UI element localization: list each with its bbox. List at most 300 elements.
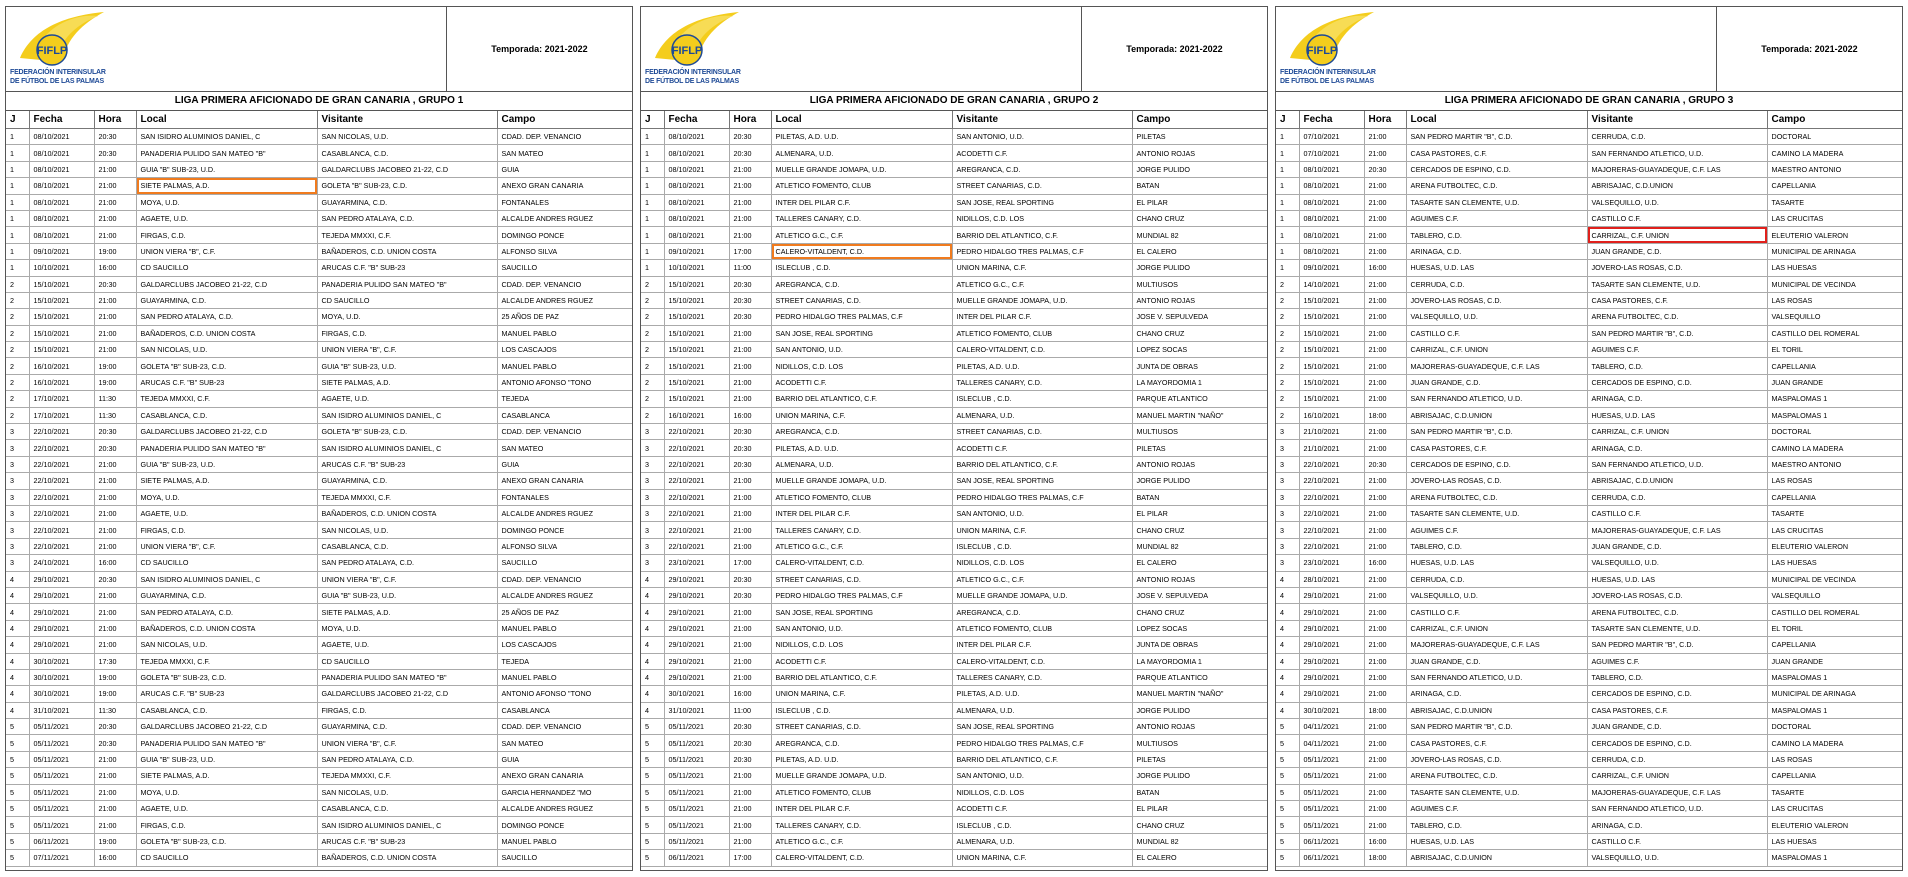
cell-campo: ANTONIO ROJAS — [1132, 145, 1268, 161]
cell-jornada: 2 — [6, 292, 29, 308]
cell-hora: 20:30 — [1364, 161, 1406, 177]
cell-jornada: 2 — [6, 276, 29, 292]
cell-jornada: 1 — [6, 145, 29, 161]
table-row — [6, 129, 633, 145]
cell-hora: 21:00 — [729, 391, 771, 407]
table-row — [1276, 227, 1903, 243]
cell-visitante: ATLETICO FOMENTO, CLUB — [952, 325, 1132, 341]
cell-jornada: 5 — [1276, 817, 1299, 833]
cell-campo: MUNICIPAL DE VECINDA — [1767, 571, 1903, 587]
cell-fecha: 10/10/2021 — [29, 260, 94, 276]
cell-hora: 21:00 — [1364, 325, 1406, 341]
cell-local: CARRIZAL, C.F. UNION — [1406, 342, 1587, 358]
cell-jornada: 5 — [6, 719, 29, 735]
cell-visitante: PANADERIA PULIDO SAN MATEO "B" — [317, 276, 497, 292]
cell-campo: GUIA — [497, 161, 633, 177]
cell-jornada: 4 — [6, 669, 29, 685]
cell-hora: 19:00 — [94, 686, 136, 702]
cell-local: AGUIMES C.F. — [1406, 522, 1587, 538]
cell-visitante: HUESAS, U.D. LAS — [1587, 407, 1767, 423]
cell-hora: 21:00 — [94, 522, 136, 538]
cell-campo: DOCTORAL — [1767, 424, 1903, 440]
cell-visitante: SIETE PALMAS, A.D. — [317, 374, 497, 390]
cell-jornada: 4 — [6, 571, 29, 587]
cell-jornada: 2 — [1276, 309, 1299, 325]
cell-campo: SAUCILLO — [497, 850, 633, 866]
cell-local: MAJORERAS-GUAYADEQUE, C.F. LAS — [1406, 358, 1587, 374]
cell-fecha: 15/10/2021 — [29, 325, 94, 341]
cell-fecha: 08/10/2021 — [664, 129, 729, 145]
cell-local: PEDRO HIDALGO TRES PALMAS, C.F — [771, 309, 952, 325]
table-row — [6, 456, 633, 472]
cell-fecha: 05/11/2021 — [1299, 751, 1364, 767]
cell-local: FIRGAS, C.D. — [136, 522, 317, 538]
cell-visitante: SAN ANTONIO, U.D. — [952, 129, 1132, 145]
cell-fecha: 06/11/2021 — [1299, 850, 1364, 866]
cell-local: SAN PEDRO ATALAYA, C.D. — [136, 309, 317, 325]
cell-fecha: 29/10/2021 — [664, 653, 729, 669]
cell-campo: CDAD. DEP. VENANCIO — [497, 129, 633, 145]
cell-campo: DOMINGO PONCE — [497, 817, 633, 833]
cell-visitante: GUIA "B" SUB-23, U.D. — [317, 587, 497, 603]
cell-fecha: 30/10/2021 — [29, 653, 94, 669]
cell-fecha: 15/10/2021 — [664, 374, 729, 390]
cell-campo: JORGE PULIDO — [1132, 473, 1268, 489]
season-label: Temporada: 2021-2022 — [1126, 44, 1223, 54]
cell-local: AGUIMES C.F. — [1406, 210, 1587, 226]
cell-hora: 21:00 — [1364, 817, 1406, 833]
cell-hora: 21:00 — [1364, 178, 1406, 194]
cell-hora: 20:30 — [729, 571, 771, 587]
cell-jornada: 3 — [641, 538, 664, 554]
table-row — [6, 424, 633, 440]
cell-campo: MASPALOMAS 1 — [1767, 850, 1903, 866]
cell-local: ABRISAJAC, C.D.UNION — [1406, 702, 1587, 718]
cell-local: AGUIMES C.F. — [1406, 801, 1587, 817]
table-row — [641, 276, 1268, 292]
cell-campo: PILETAS — [1132, 440, 1268, 456]
cell-local: PEDRO HIDALGO TRES PALMAS, C.F — [771, 587, 952, 603]
cell-local: MOYA, U.D. — [136, 784, 317, 800]
cell-hora: 21:00 — [94, 342, 136, 358]
cell-hora: 21:00 — [1364, 309, 1406, 325]
cell-fecha: 22/10/2021 — [1299, 489, 1364, 505]
cell-fecha: 06/11/2021 — [29, 833, 94, 849]
cell-campo: JOSE V. SEPULVEDA — [1132, 587, 1268, 603]
cell-fecha: 09/10/2021 — [29, 243, 94, 259]
table-row — [6, 243, 633, 259]
cell-fecha: 22/10/2021 — [1299, 522, 1364, 538]
cell-campo: MANUEL PABLO — [497, 620, 633, 636]
cell-local: SAN ANTONIO, U.D. — [771, 620, 952, 636]
cell-hora: 21:00 — [1364, 686, 1406, 702]
table-row — [641, 817, 1268, 833]
cell-local: ATLETICO FOMENTO, CLUB — [771, 784, 952, 800]
table-row — [6, 407, 633, 423]
cell-jornada: 5 — [1276, 833, 1299, 849]
cell-visitante: CASABLANCA, C.D. — [317, 145, 497, 161]
cell-campo: CAPELLANIA — [1767, 768, 1903, 784]
table-row — [641, 456, 1268, 472]
cell-campo: MANUEL MARTIN "NAÑO" — [1132, 407, 1268, 423]
cell-fecha: 08/10/2021 — [664, 194, 729, 210]
cell-fecha: 10/10/2021 — [664, 260, 729, 276]
cell-fecha: 08/10/2021 — [664, 227, 729, 243]
cell-local: INTER DEL PILAR C.F. — [771, 194, 952, 210]
cell-visitante: STREET CANARIAS, C.D. — [952, 424, 1132, 440]
cell-jornada: 3 — [6, 538, 29, 554]
cell-visitante: CALERO-VITALDENT, C.D. — [952, 342, 1132, 358]
table-row — [1276, 325, 1903, 341]
cell-campo: EL TORIL — [1767, 620, 1903, 636]
cell-fecha: 08/10/2021 — [1299, 243, 1364, 259]
table-row — [641, 768, 1268, 784]
cell-hora: 21:00 — [1364, 768, 1406, 784]
cell-campo: EL PILAR — [1132, 801, 1268, 817]
cell-jornada: 3 — [1276, 489, 1299, 505]
cell-campo: MUNICIPAL DE ARINAGA — [1767, 686, 1903, 702]
cell-campo: LA MAYORDOMIA 1 — [1132, 653, 1268, 669]
cell-visitante: SAN ANTONIO, U.D. — [952, 768, 1132, 784]
cell-local: GALDARCLUBS JACOBEO 21-22, C.D — [136, 424, 317, 440]
cell-hora: 21:00 — [729, 538, 771, 554]
cell-jornada: 4 — [6, 620, 29, 636]
cell-jornada: 5 — [6, 801, 29, 817]
cell-jornada: 2 — [1276, 407, 1299, 423]
cell-fecha: 08/10/2021 — [29, 194, 94, 210]
cell-hora: 21:00 — [94, 538, 136, 554]
league-title: LIGA PRIMERA AFICIONADO DE GRAN CANARIA , GRUPO 1 — [6, 92, 632, 111]
table-row — [641, 669, 1268, 685]
cell-local: FIRGAS, C.D. — [136, 817, 317, 833]
table-row — [1276, 751, 1903, 767]
cell-local: INTER DEL PILAR C.F. — [771, 801, 952, 817]
cell-local: MAJORERAS-GUAYADEQUE, C.F. LAS — [1406, 637, 1587, 653]
table-row — [6, 702, 633, 718]
cell-fecha: 22/10/2021 — [29, 456, 94, 472]
cell-campo: TASARTE — [1767, 194, 1903, 210]
cell-hora: 20:30 — [94, 719, 136, 735]
cell-campo: PILETAS — [1132, 129, 1268, 145]
cell-hora: 20:30 — [729, 456, 771, 472]
table-row — [1276, 145, 1903, 161]
cell-jornada: 1 — [6, 260, 29, 276]
cell-local: AGAETE, U.D. — [136, 505, 317, 521]
cell-campo: GARCIA HERNANDEZ "MO — [497, 784, 633, 800]
cell-visitante: GUIA "B" SUB-23, U.D. — [317, 358, 497, 374]
cell-visitante: ACODETTI C.F. — [952, 145, 1132, 161]
cell-campo: TEJEDA — [497, 653, 633, 669]
cell-jornada: 5 — [1276, 751, 1299, 767]
cell-hora: 21:00 — [94, 817, 136, 833]
table-row — [1276, 604, 1903, 620]
table-row — [1276, 194, 1903, 210]
cell-hora: 21:00 — [1364, 391, 1406, 407]
cell-campo: MULTIUSOS — [1132, 276, 1268, 292]
cell-jornada: 5 — [641, 719, 664, 735]
table-row — [1276, 555, 1903, 571]
table-row — [6, 587, 633, 603]
cell-local: GUIA "B" SUB-23, U.D. — [136, 751, 317, 767]
cell-jornada: 3 — [641, 555, 664, 571]
cell-hora: 20:30 — [94, 571, 136, 587]
cell-jornada: 4 — [641, 637, 664, 653]
cell-hora: 21:00 — [729, 473, 771, 489]
table-row — [1276, 440, 1903, 456]
cell-fecha: 05/11/2021 — [29, 751, 94, 767]
cell-campo: ALCALDE ANDRES RGUEZ — [497, 587, 633, 603]
cell-local: MOYA, U.D. — [136, 194, 317, 210]
cell-jornada: 3 — [1276, 505, 1299, 521]
cell-campo: 25 AÑOS DE PAZ — [497, 604, 633, 620]
cell-visitante: MOYA, U.D. — [317, 620, 497, 636]
cell-local: JUAN GRANDE, C.D. — [1406, 653, 1587, 669]
cell-hora: 20:30 — [729, 735, 771, 751]
cell-hora: 21:00 — [729, 505, 771, 521]
cell-jornada: 3 — [641, 456, 664, 472]
cell-local: ACODETTI C.F. — [771, 374, 952, 390]
fixtures-table — [1276, 111, 1903, 867]
cell-local: CASTILLO C.F. — [1406, 604, 1587, 620]
cell-campo: MUNDIAL 82 — [1132, 833, 1268, 849]
cell-fecha: 05/11/2021 — [29, 768, 94, 784]
cell-hora: 21:00 — [1364, 424, 1406, 440]
cell-fecha: 22/10/2021 — [29, 440, 94, 456]
cell-fecha: 29/10/2021 — [1299, 653, 1364, 669]
table-row — [1276, 587, 1903, 603]
table-row — [641, 178, 1268, 194]
cell-hora: 21:00 — [1364, 604, 1406, 620]
cell-fecha: 29/10/2021 — [664, 637, 729, 653]
table-row — [6, 505, 633, 521]
table-row — [6, 801, 633, 817]
cell-hora: 21:00 — [94, 227, 136, 243]
cell-hora: 17:00 — [729, 243, 771, 259]
cell-local: SAN PEDRO MARTIR "B", C.D. — [1406, 424, 1587, 440]
cell-fecha: 05/11/2021 — [1299, 784, 1364, 800]
cell-campo: ALCALDE ANDRES RGUEZ — [497, 292, 633, 308]
cell-fecha: 05/11/2021 — [29, 719, 94, 735]
cell-campo: VALSEQUILLO — [1767, 309, 1903, 325]
cell-local: FIRGAS, C.D. — [136, 227, 317, 243]
cell-fecha: 05/11/2021 — [1299, 768, 1364, 784]
table-row — [6, 210, 633, 226]
cell-fecha: 29/10/2021 — [664, 604, 729, 620]
cell-fecha: 22/10/2021 — [29, 489, 94, 505]
cell-jornada: 3 — [6, 456, 29, 472]
cell-fecha: 29/10/2021 — [1299, 587, 1364, 603]
cell-visitante: CASTILLO C.F. — [1587, 505, 1767, 521]
cell-visitante: BARRIO DEL ATLANTICO, C.F. — [952, 751, 1132, 767]
cell-visitante: ABRISAJAC, C.D.UNION — [1587, 473, 1767, 489]
table-row — [6, 850, 633, 866]
cell-local: NIDILLOS, C.D. LOS — [771, 358, 952, 374]
cell-hora: 18:00 — [1364, 702, 1406, 718]
cell-jornada: 5 — [6, 817, 29, 833]
cell-hora: 21:00 — [1364, 358, 1406, 374]
cell-local: MOYA, U.D. — [136, 489, 317, 505]
table-row — [1276, 817, 1903, 833]
cell-jornada: 1 — [641, 129, 664, 145]
cell-hora: 21:00 — [729, 178, 771, 194]
cell-visitante: ARUCAS C.F. "B" SUB-23 — [317, 456, 497, 472]
table-row — [6, 538, 633, 554]
cell-local: SAN FERNANDO ATLETICO, U.D. — [1406, 669, 1587, 685]
cell-hora: 11:00 — [729, 702, 771, 718]
cell-visitante: MAJORERAS-GUAYADEQUE, C.F. LAS — [1587, 784, 1767, 800]
cell-visitante: ARENA FUTBOLTEC, C.D. — [1587, 309, 1767, 325]
cell-hora: 21:00 — [729, 620, 771, 636]
cell-fecha: 15/10/2021 — [29, 342, 94, 358]
cell-hora: 21:00 — [729, 161, 771, 177]
table-row — [6, 440, 633, 456]
cell-fecha: 05/11/2021 — [664, 801, 729, 817]
cell-visitante: SAN ANTONIO, U.D. — [952, 505, 1132, 521]
cell-hora: 20:30 — [729, 145, 771, 161]
cell-local: INTER DEL PILAR C.F. — [771, 505, 952, 521]
cell-local: ATLETICO FOMENTO, CLUB — [771, 178, 952, 194]
table-row — [6, 309, 633, 325]
table-row — [6, 161, 633, 177]
cell-fecha: 15/10/2021 — [1299, 391, 1364, 407]
cell-visitante: UNION VIERA "B", C.F. — [317, 571, 497, 587]
cell-visitante: ATLETICO G.C., C.F. — [952, 571, 1132, 587]
cell-jornada: 1 — [641, 145, 664, 161]
table-row — [641, 784, 1268, 800]
cell-campo: SAUCILLO — [497, 260, 633, 276]
cell-visitante: SAN PEDRO ATALAYA, C.D. — [317, 751, 497, 767]
cell-jornada: 2 — [641, 374, 664, 390]
cell-local: TALLERES CANARY, C.D. — [771, 522, 952, 538]
cell-visitante: ALMENARA, U.D. — [952, 702, 1132, 718]
cell-hora: 21:00 — [94, 161, 136, 177]
svg-text:FIFLP: FIFLP — [1306, 45, 1338, 57]
cell-hora: 21:00 — [729, 768, 771, 784]
cell-jornada: 4 — [6, 653, 29, 669]
cell-campo: FONTANALES — [497, 194, 633, 210]
cell-campo: CDAD. DEP. VENANCIO — [497, 424, 633, 440]
column-header-jornada: J — [1276, 111, 1299, 129]
cell-fecha: 29/10/2021 — [664, 669, 729, 685]
table-row — [6, 374, 633, 390]
table-header-row — [1276, 111, 1903, 129]
cell-hora: 21:00 — [729, 833, 771, 849]
cell-visitante: TABLERO, C.D. — [1587, 358, 1767, 374]
table-row — [1276, 489, 1903, 505]
cell-fecha: 05/11/2021 — [664, 751, 729, 767]
cell-hora: 21:00 — [94, 801, 136, 817]
cell-campo: CASABLANCA — [497, 702, 633, 718]
cell-hora: 19:00 — [94, 358, 136, 374]
cell-campo: LAS ROSAS — [1767, 292, 1903, 308]
cell-campo: CHANO CRUZ — [1132, 604, 1268, 620]
cell-local: ALMENARA, U.D. — [771, 145, 952, 161]
cell-jornada: 2 — [1276, 342, 1299, 358]
table-row — [6, 194, 633, 210]
cell-campo: ANTONIO AFONSO "TONO — [497, 374, 633, 390]
table-row — [6, 260, 633, 276]
table-row — [641, 587, 1268, 603]
cell-local: ALMENARA, U.D. — [771, 456, 952, 472]
cell-fecha: 22/10/2021 — [29, 538, 94, 554]
cell-jornada: 1 — [6, 161, 29, 177]
cell-campo: CAMINO LA MADERA — [1767, 735, 1903, 751]
cell-visitante: CERCADOS DE ESPINO, C.D. — [1587, 735, 1767, 751]
cell-visitante: UNION MARINA, C.F. — [952, 522, 1132, 538]
cell-jornada: 4 — [6, 604, 29, 620]
cell-fecha: 08/10/2021 — [1299, 161, 1364, 177]
table-row — [1276, 342, 1903, 358]
cell-local: HUESAS, U.D. LAS — [1406, 260, 1587, 276]
cell-hora: 21:00 — [1364, 276, 1406, 292]
cell-visitante: JOVERO-LAS ROSAS, C.D. — [1587, 260, 1767, 276]
cell-visitante: CASA PASTORES, C.F. — [1587, 702, 1767, 718]
cell-jornada: 1 — [6, 210, 29, 226]
column-header-visitante: Visitante — [952, 111, 1132, 129]
cell-campo: JORGE PULIDO — [1132, 161, 1268, 177]
cell-jornada: 1 — [1276, 178, 1299, 194]
table-row — [1276, 391, 1903, 407]
cell-local: ABRISAJAC, C.D.UNION — [1406, 407, 1587, 423]
cell-fecha: 29/10/2021 — [1299, 686, 1364, 702]
cell-local: AREGRANCA, C.D. — [771, 276, 952, 292]
cell-jornada: 1 — [1276, 129, 1299, 145]
cell-local: PILETAS, A.D. U.D. — [771, 751, 952, 767]
cell-fecha: 05/11/2021 — [29, 784, 94, 800]
cell-hora: 20:30 — [729, 292, 771, 308]
column-header-local: Local — [136, 111, 317, 129]
cell-hora: 21:00 — [729, 669, 771, 685]
cell-fecha: 09/10/2021 — [1299, 260, 1364, 276]
cell-visitante: NIDILLOS, C.D. LOS — [952, 784, 1132, 800]
cell-visitante: PANADERIA PULIDO SAN MATEO "B" — [317, 669, 497, 685]
cell-local: PANADERIA PULIDO SAN MATEO "B" — [136, 735, 317, 751]
cell-hora: 21:00 — [94, 210, 136, 226]
cell-campo: MUNDIAL 82 — [1132, 227, 1268, 243]
cell-local: PANADERIA PULIDO SAN MATEO "B" — [136, 440, 317, 456]
table-row — [641, 358, 1268, 374]
cell-fecha: 05/11/2021 — [1299, 817, 1364, 833]
cell-fecha: 23/10/2021 — [1299, 555, 1364, 571]
cell-campo: LAS HUESAS — [1767, 833, 1903, 849]
cell-jornada: 2 — [641, 309, 664, 325]
cell-fecha: 15/10/2021 — [29, 292, 94, 308]
cell-visitante: CERRUDA, C.D. — [1587, 751, 1767, 767]
cell-local: ATLETICO G.C., C.F. — [771, 538, 952, 554]
cell-visitante: TEJEDA MMXXI, C.F. — [317, 227, 497, 243]
cell-campo: CAPELLANIA — [1767, 178, 1903, 194]
cell-visitante: JUAN GRANDE, C.D. — [1587, 243, 1767, 259]
column-header-fecha: Fecha — [1299, 111, 1364, 129]
cell-campo: EL PILAR — [1132, 505, 1268, 521]
table-row — [1276, 669, 1903, 685]
cell-hora: 21:00 — [729, 653, 771, 669]
cell-local: ARENA FUTBOLTEC, C.D. — [1406, 178, 1587, 194]
cell-local: CERRUDA, C.D. — [1406, 571, 1587, 587]
cell-local: SAN JOSE, REAL SPORTING — [771, 604, 952, 620]
table-row — [6, 358, 633, 374]
cell-campo: MULTIUSOS — [1132, 424, 1268, 440]
cell-local: GALDARCLUBS JACOBEO 21-22, C.D — [136, 276, 317, 292]
cell-campo: MASPALOMAS 1 — [1767, 702, 1903, 718]
cell-hora: 20:30 — [729, 440, 771, 456]
cell-visitante: ATLETICO G.C., C.F. — [952, 276, 1132, 292]
cell-jornada: 4 — [1276, 686, 1299, 702]
cell-local: UNION MARINA, C.F. — [771, 407, 952, 423]
table-row — [6, 637, 633, 653]
cell-campo: GUIA — [497, 456, 633, 472]
cell-visitante: ARENA FUTBOLTEC, C.D. — [1587, 604, 1767, 620]
